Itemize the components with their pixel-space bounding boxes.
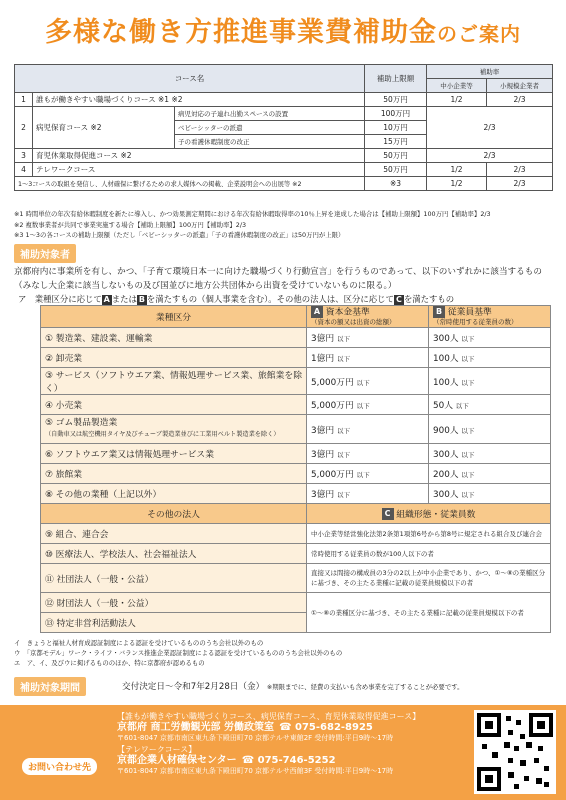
period-tag: 補助対象期間 (14, 677, 86, 696)
course-table (14, 64, 553, 191)
other-header: その他の法人 (41, 504, 307, 524)
criteria-line: ア 業種区分に応じて A または B を満たすもの（個人事業を含む）。その他の法人は、区分に応じて C を満たすもの (18, 294, 455, 304)
b-box-icon: B (433, 306, 445, 318)
table-row: 子の看護休暇制度の改正 15万円 (15, 135, 553, 149)
sme-header: 中小企業等 (427, 79, 487, 93)
other-notes: イ きょうと福祉人材育成認証制度による認証を受けているもののうち会社以外のもの ウ 「京都モデル」ワーク・ライフ・バランス推進企業認証制度による認証を受けているもののうち会社以外のもの エ ア、イ、及びウに掲げるもののほか、特に京都府が認めるもの (14, 639, 343, 667)
table-row: 1 誰もが働きやすい職場づくりコース ※1 ※2 50万円 1/2 2/3 (15, 93, 553, 107)
rate-header: 補助率 (427, 65, 553, 79)
footer (0, 705, 566, 800)
table-row: ⑥ ソフトウエア業又は情報処理サービス業 3億円 以下 300人 以下 (41, 444, 551, 464)
table-row: 3 育児休業取得促進コース ※2 50万円 2/3 (15, 149, 553, 163)
table-row: ⑩ 医療法人、学校法人、社会福祉法人 常時使用する従業員の数が100人以下の者 (41, 544, 551, 564)
table-row: ② 卸売業 1億円 以下 100人 以下 (41, 348, 551, 368)
a-box-icon: A (103, 294, 110, 304)
period-text: 交付決定日～令和7年2月28日（金） ※期限までに、経費の支払いも含め事業を完了することが必要です。 (122, 682, 464, 692)
table-row: ベビーシッターの派遣 10万円 (15, 121, 553, 135)
a-box-icon: A (311, 306, 323, 318)
phone-link[interactable]: ☎ 075-746-5252 (241, 755, 336, 766)
table-row: 4 テレワークコース 50万円 1/2 2/3 (15, 163, 553, 177)
course-header: コース名 (15, 65, 365, 93)
industry-table: 業種区分 A 資本金基準 （資本の額又は出資の総額） B 従業員基準 （常時使用する従業員の数） ① 製造業、建設業、運輸業 3億円 以下 300人 以下 ② 卸売業 1億円 以下 100人 以下 ③ サービス（ソフトウエア業、情報処理サービス業、旅館業を除く） 5,000万円 以下 100人 以下 ④ 小売業 5,000万円 以下 50人 以下 ⑤ ゴム製品製造業 （自動車又は航空機用タイヤ及びチューブ製造業並びに工業用ベルト製造業を除く） 3億円 以下 900人 以下 ⑥ ソフトウエア業又は情報処理サービス業 3億円 以下 300人 以下 ⑦ 旅館業 5,000万円 以下 200人 以下 ⑧ その他の業種（上記以外） 3億円 以下 300人 以下 その他の法人 C 組織形態・従業員数 ⑨ 組合、連合会 中小企業等経営強化法第2条第1項第6号から第8号に規定される組合及び連合会 ⑩ 医療法人、学校法人、社会福祉法人 常時使用する従業員の数が100人以下の者 ⑪ 社団法人（一般・公益） 直接又は間接の構成員の3分の2以上が中小企業であり、かつ、①～⑧の業種区分に基づき、その主たる業種に記載の従業員規模以下の者 ⑫ 財団法人（一般・公益） ①～⑧の業種区分に基づき、その主たる業種に記載の従業員規模以下の者 ⑬ 特定非営利活動法人 (40, 305, 551, 633)
contact-info: 【誰もが働きやすい職場づくりコース、病児保育コース、育児休業取得促進コース】 京都府 商工労働観光部 労働政策室 ☎ 075-682-8925 〒601-8047 京都市南区東九条下殿田町70 京都テルサ東館2F 受付時間:平日9時～17時 【テレワークコース】 京都企業人材確保センター ☎ 075-746-5252 〒601-8047 京都市南区東九条下殿田町70 京都テルサ西館3F 受付時間:平日9時～17時 (117, 712, 421, 775)
table-row: 1～3コースの取組を発信し、人材確保に繋げるための求人媒体への掲載、企業説明会への出展等 ※2 ※3 1/2 2/3 (15, 177, 553, 191)
page-title: 多様な働き方推進事業費補助金のご案内 (45, 17, 521, 48)
small-header: 小規模企業者 (487, 79, 553, 93)
qr-code-icon[interactable] (474, 710, 556, 794)
contact-label: お問い合わせ先 (22, 758, 97, 775)
table-row: ④ 小売業 5,000万円 以下 50人 以下 (41, 395, 551, 415)
b-box-icon: B (138, 294, 145, 304)
c-box-icon: C (394, 295, 404, 305)
table-row: ① 製造業、建設業、運輸業 3億円 以下 300人 以下 (41, 328, 551, 348)
table-row: ③ サービス（ソフトウエア業、情報処理サービス業、旅館業を除く） 5,000万円 以下 100人 以下 (41, 368, 551, 395)
phone-link[interactable]: ☎ 075-682-8925 (279, 722, 373, 733)
table-row: ⑤ ゴム製品製造業 （自動車又は航空機用タイヤ及びチューブ製造業並びに工業用ベルト製造業を除く） 3億円 以下 900人 以下 (41, 415, 551, 444)
target-tag: 補助対象者 (14, 244, 76, 263)
limit-header: 補助上限額 (365, 65, 427, 93)
industry-header: 業種区分 (41, 306, 307, 328)
table-row: ⑨ 組合、連合会 中小企業等経営強化法第2条第1項第6号から第8号に規定される組合及び連合会 (41, 524, 551, 544)
table-row: 2 病児保育コース ※2 病児対応の子連れ出勤スペースの設置 100万円 2/3 (15, 107, 553, 121)
table-row: ⑬ 特定非営利活動法人 (41, 613, 551, 633)
table-row: ⑫ 財団法人（一般・公益） ①～⑧の業種区分に基づき、その主たる業種に記載の従業員規模以下の者 (41, 593, 551, 613)
c-box-icon: C (382, 508, 394, 520)
course-notes: ※1 時間単位の年次有給休暇制度を新たに導入し、かつ効果測定期間における年次有給休暇取得率の10％上昇を達成した場合は【補助上限額】100万円【補助率】2/3 ※2 複数事業者が共同で事業実施する場合【補助上限額】100万円【補助率】2/3 ※3 1～3の各コースの補助上限額（ただし「ベビーシッターの派遣」「子の看護休暇制度の改正」は50万円が上限） (14, 210, 491, 239)
table-row: ⑧ その他の業種（上記以外） 3億円 以下 300人 以下 (41, 484, 551, 504)
target-description: 京都府内に事業所を有し、かつ、「子育て環境日本一に向けた職場づくり行動宣言」を行うものであって、以下のいずれかに該当するもの（みなし大企業に該当しないもの及び国並びに地方公共団体から出資を受けていないものに限る。） (14, 267, 542, 291)
table-row: ⑪ 社団法人（一般・公益） 直接又は間接の構成員の3分の2以上が中小企業であり、かつ、①～⑧の業種区分に基づき、その主たる業種に記載の従業員規模以下の者 (41, 564, 551, 593)
table-row: ⑦ 旅館業 5,000万円 以下 200人 以下 (41, 464, 551, 484)
